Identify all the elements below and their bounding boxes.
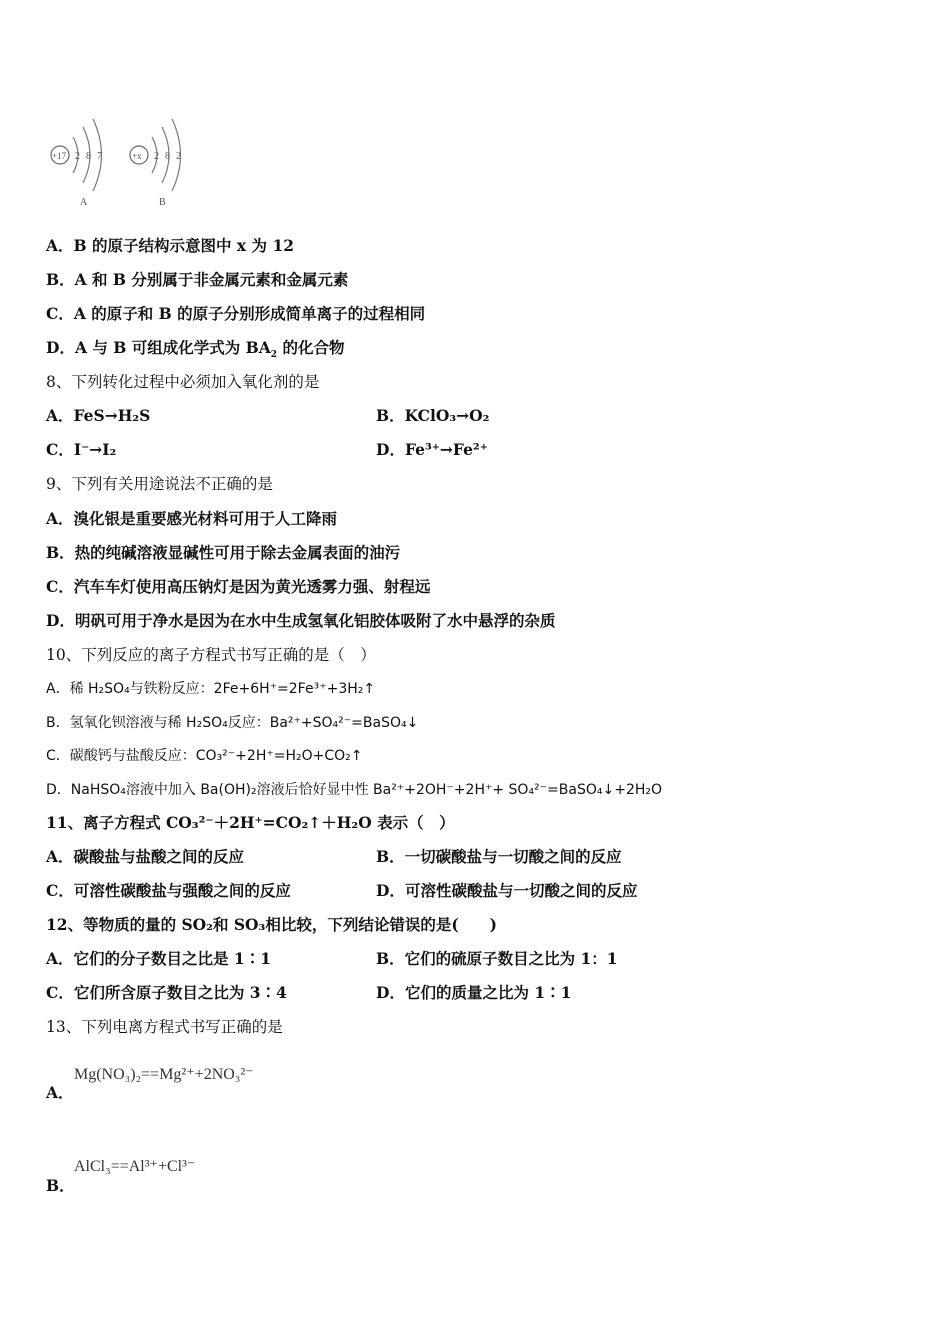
atom-b-label: B — [159, 197, 166, 208]
q13-stem: 13、下列电离方程式书写正确的是 — [46, 1018, 283, 1036]
q13-option-a-label: A． — [46, 1083, 74, 1102]
q8-option-c: C．I⁻→I₂ — [46, 440, 117, 459]
q9-stem: 9、下列有关用途说法不正确的是 — [46, 475, 273, 493]
q10-stem: 10、下列反应的离子方程式书写正确的是（ ） — [46, 646, 376, 664]
q11-option-a: A．碳酸盐与盐酸之间的反应 — [46, 847, 245, 866]
q12-stem: 12、等物质的量的 SO₂和 SO₃相比较，下列结论错误的是( ) — [46, 915, 498, 934]
q10-option-a: A．稀 H₂SO₄与铁粉反应：2Fe+6H⁺=2Fe³⁺+3H₂↑ — [46, 681, 376, 697]
q11-option-d: D．可溶性碳酸盐与一切酸之间的反应 — [376, 881, 638, 900]
q8-option-b: B．KClO₃→O₂ — [376, 406, 490, 425]
q10-option-b: B．氢氧化钡溶液与稀 H₂SO₄反应：Ba²⁺+SO₄²⁻=BaSO₄↓ — [46, 715, 419, 731]
atom-a-shell-3: 7 — [97, 151, 102, 162]
q7-option-d — [46, 338, 345, 361]
atom-a-diagram — [51, 119, 102, 208]
q12-option-a: A．它们的分子数目之比是 1∶1 — [46, 949, 271, 968]
q8-option-d: D．Fe³⁺→Fe²⁺ — [376, 440, 488, 459]
q7-option-c: C．A 的原子和 B 的原子分别形成简单离子的过程相同 — [46, 304, 426, 323]
q7-option-d-text: D．A 与 B 可组成化学式为 BA — [46, 338, 271, 357]
q12-option-b: B．它们的硫原子数目之比为 1：1 — [376, 949, 618, 968]
q9-option-b: B．热的纯碱溶液显碱性可用于除去金属表面的油污 — [46, 543, 401, 562]
q8-option-a: A．FeS→H₂S — [46, 406, 151, 425]
atom-b-shell-2: 8 — [165, 151, 170, 162]
atom-b-diagram — [130, 119, 181, 208]
q11-option-c: C．可溶性碳酸盐与强酸之间的反应 — [46, 881, 291, 900]
q10-option-c: C．碳酸钙与盐酸反应：CO₃²⁻+2H⁺=H₂O+CO₂↑ — [46, 748, 363, 764]
q12-option-d: D．它们的质量之比为 1∶1 — [376, 983, 572, 1002]
q13-option-b-formula: AlCl₃==Al³⁺+Cl³⁻ — [74, 1158, 196, 1175]
q11-option-b: B．一切碳酸盐与一切酸之间的反应 — [376, 847, 622, 866]
q13-option-a-formula: Mg(NO₃)₂==Mg²⁺+2NO₃²⁻ — [74, 1066, 254, 1083]
q13-option-b-label: B． — [46, 1176, 75, 1195]
atom-a-label: A — [80, 197, 88, 208]
q7-option-a: A．B 的原子结构示意图中 x 为 12 — [46, 236, 295, 255]
q8-stem: 8、下列转化过程中必须加入氧化剂的是 — [46, 373, 320, 391]
q7-option-d-tail: 的化合物 — [277, 338, 345, 357]
q9-option-a: A．溴化银是重要感光材料可用于人工降雨 — [46, 509, 338, 528]
atomic-structure-figure — [46, 112, 196, 212]
q7-option-d-subscript: 2 — [270, 350, 278, 361]
atom-b-shell-1: 2 — [154, 151, 159, 162]
atom-a-nucleus: +17 — [52, 151, 67, 161]
atom-a-shell-1: 2 — [75, 151, 80, 162]
q10-option-d: D．NaHSO₄溶液中加入 Ba(OH)₂溶液后恰好显中性 Ba²⁺+2OH⁻+2H⁺+ SO₄²⁻=BaSO₄↓+2H₂O — [46, 782, 663, 798]
atom-b-nucleus: +x — [132, 151, 142, 161]
q7-option-b: B．A 和 B 分别属于非金属元素和金属元素 — [46, 270, 349, 289]
q12-option-c: C．它们所含原子数目之比为 3∶4 — [46, 983, 287, 1002]
atom-b-shell-3: 2 — [176, 151, 181, 162]
q11-stem: 11、离子方程式 CO₃²⁻＋2H⁺=CO₂↑＋H₂O 表示（ ） — [46, 813, 455, 832]
q9-option-d: D．明矾可用于净水是因为在水中生成氢氧化铝胶体吸附了水中悬浮的杂质 — [46, 611, 556, 630]
atom-a-shell-2: 8 — [86, 151, 91, 162]
q9-option-c: C．汽车车灯使用高压钠灯是因为黄光透雾力强、射程远 — [46, 577, 431, 596]
